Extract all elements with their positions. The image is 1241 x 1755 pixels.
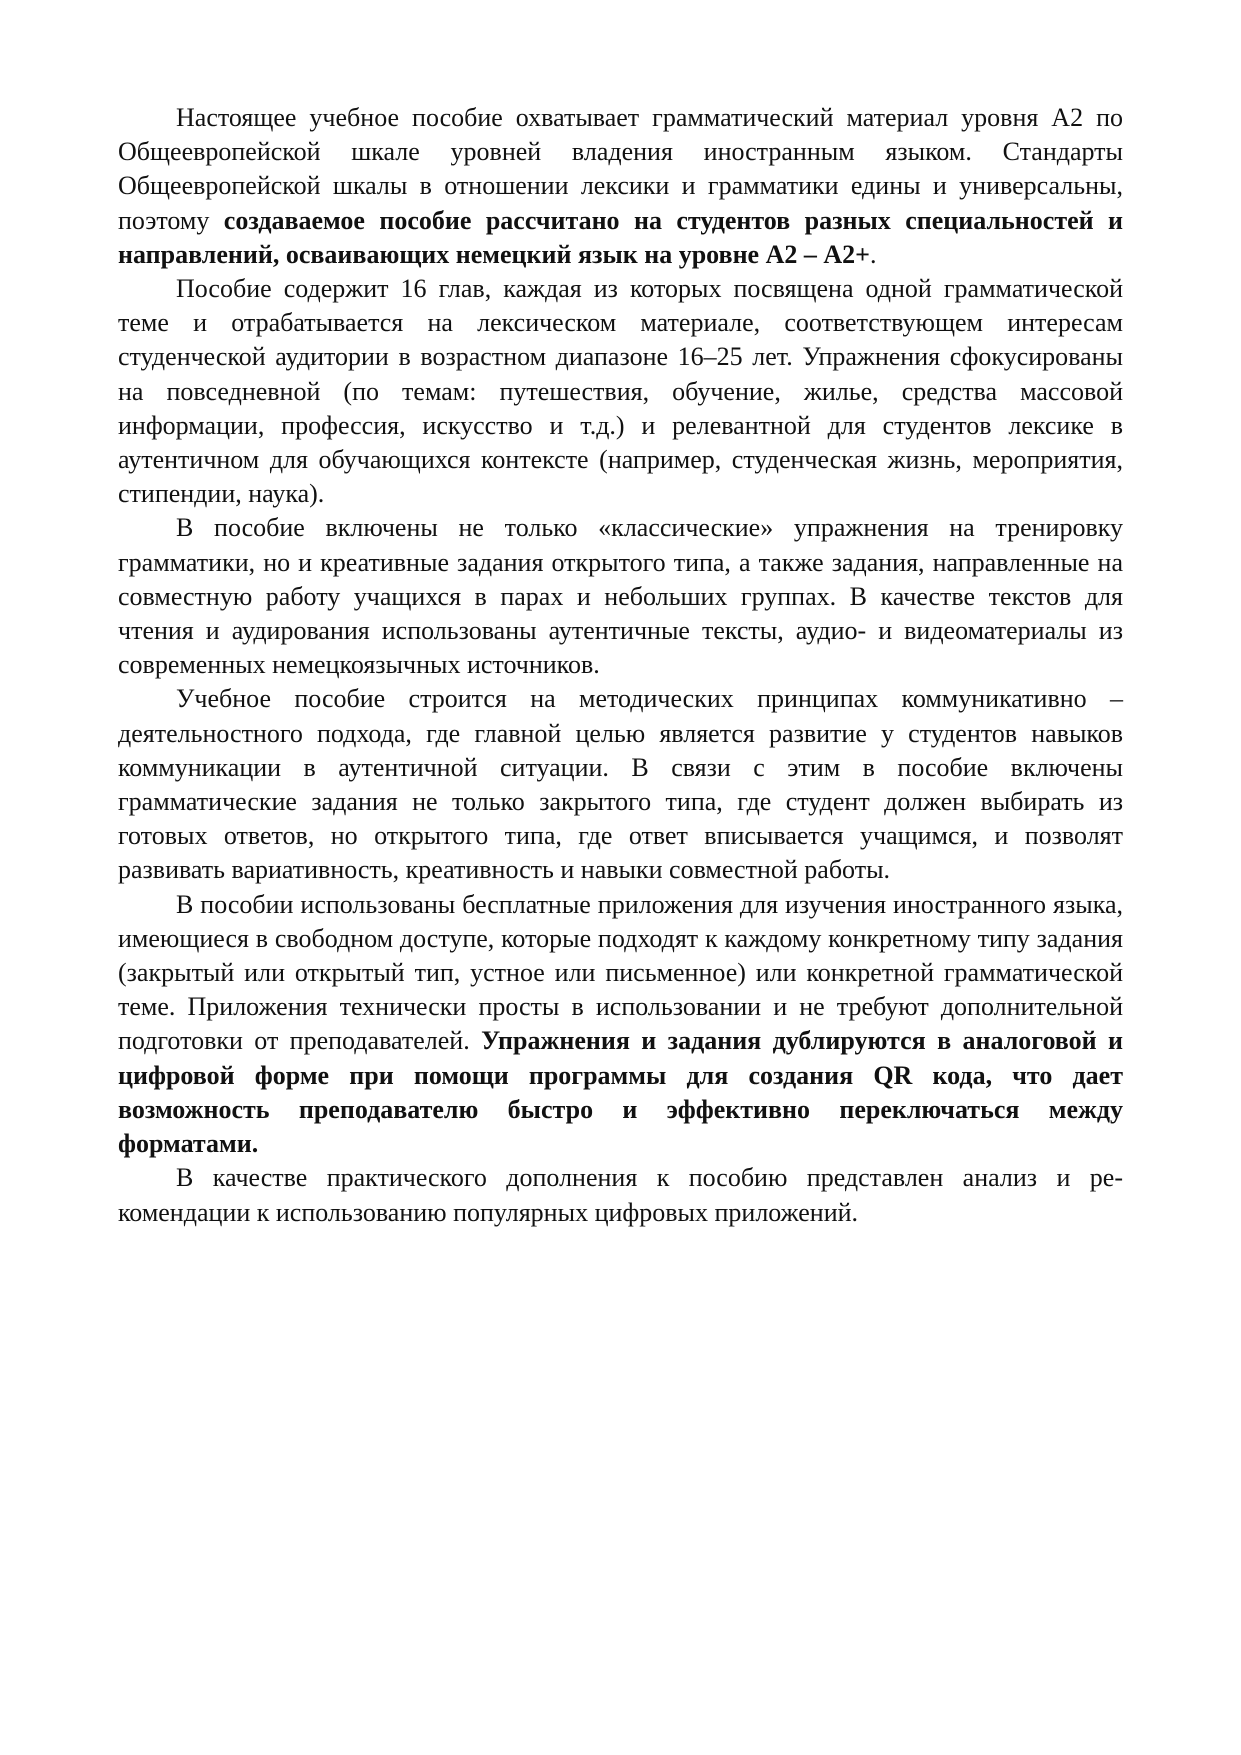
paragraph-text: Пособие содержит 16 глав, каждая из которых посвящена одной грамматической теме и отрабатывается на лексическом материале, соответствующем интересам студенческой аудитории в возрастном диапазоне 16–25 лет. Упражнения сфокусированы на повседневной (по темам: путешествия, обучение, жилье, средства массовой информации, профессия, искусство и т.д.) и релевантной для студентов лексике в аутентичном для обучающихся контексте (например, студенческая жизнь, мероприятия, стипендии, наука). [118,274,1123,509]
paragraph-text: В пособии использованы бесплатные приложения для изучения иностранного языка, имеющиеся в свободном доступе, которые подходят к каждому конкретному типу задания (закрытый или открытый тип, устное или письменное) или конкретной грамматической теме. Приложения технически просты в использовании и не требуют дополнительной подготовки от преподавателей. [118,889,1123,1056]
paragraph-text: Настоящее учебное пособие охватывает грамматический материал уровня А2 по Общеевропейской шкале уровней владения иностранным языком. Стандарты Общеевропейской шкалы в отношении лексики и грамматики едины и универсальны, поэтому [118,103,1123,235]
document-page [118,101,1123,1230]
paragraph-text: В качестве практического дополнения к пособию представлен анализ и рекомендации к использованию популярных цифровых приложений. [118,1163,1123,1227]
paragraph-structure [118,272,1123,511]
paragraph-exercises [118,511,1123,682]
paragraph-intro [118,101,1123,272]
paragraph-bold-text: Упражнения и задания дублируются в аналоговой и цифровой форме при помощи программы для создания QR кода, что дает возможность преподавателю быстро и эффективно переключаться между форматами. [118,1026,1124,1159]
paragraph-methodology [118,682,1123,887]
paragraph-text: Учебное пособие строится на методических принципах коммуникативно – деятельностного подхода, где главной целью является развитие у студентов навыков коммуникации в аутентичной ситуации. В связи с этим в пособие включены грамматические задания не только закрытого типа, где студент должен выбирать из готовых ответов, но открытого типа, где ответ вписывается учащимся, и позволят развивать вариативность, креативность и навыки совместной работы. [118,684,1123,885]
paragraph-bold-text: создаваемое пособие рассчитано на студентов разных специальностей и направлений, осваивающих немецкий язык на уровне А2 – А2+ [118,205,1124,269]
paragraph-text: В пособие включены не только «классические» упражнения на тренировку грамматики, но и креативные задания открытого типа, а также задания, направленные на совместную работу учащихся в парах и небольших группах. В качестве текстов для чтения и аудирования использованы аутентичные тексты, аудио- и видеоматериалы из современных немецкоязычных источников. [118,513,1123,680]
paragraph-apps [118,888,1123,1162]
paragraph-supplement [118,1161,1123,1229]
paragraph-text: . [869,239,877,269]
